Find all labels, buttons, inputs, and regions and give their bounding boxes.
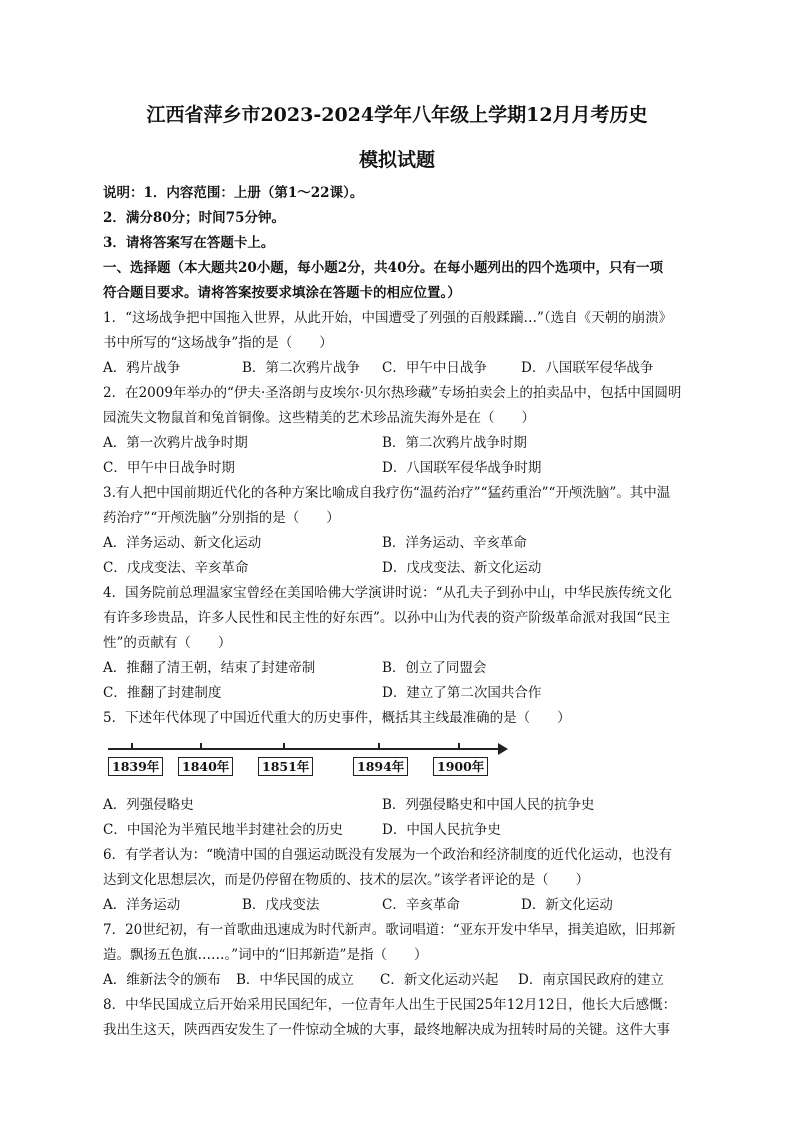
q4-option-a: A．推翻了清王朝，结束了封建帝制 (103, 660, 316, 676)
q5-option-d: D．中国人民抗争史 (382, 822, 501, 838)
q2-option-d: D．八国联军侵华战争时期 (382, 460, 542, 476)
q1-option-d: D．八国联军侵华战争 (521, 360, 654, 376)
q6-option-c: C．辛亥革命 (382, 897, 460, 913)
timeline-year-1900: 1900年 (433, 757, 488, 776)
q8-stem: 8．中华民国成立后开始采用民国纪年，一位青年人出生于民国25年12月12日，他长大后感慨： (103, 997, 677, 1013)
timeline-year-1894: 1894年 (353, 757, 408, 776)
q7-option-c: C．新文化运动兴起 (380, 972, 499, 988)
q2-option-b: B．第二次鸦片战争时期 (382, 435, 527, 451)
q1-option-c: C．甲午中日战争 (382, 360, 487, 376)
q7-stem-cont: 造。飘扬五色旗……。”词中的“旧邦新造”是指（ ） (103, 947, 428, 963)
q6-option-a: A．洋务运动 (103, 897, 181, 913)
timeline-year-1851: 1851年 (258, 757, 313, 776)
q3-option-c: C．戊戌变法、辛亥革命 (103, 560, 249, 576)
q1-stem: 1．“这场战争把中国拖入世界，从此开始，中国遭受了列强的百般蹂躏…”（选自《天朝的崩溃》 (103, 310, 673, 326)
q6-stem-cont: 达到文化思想层次，而是仍停留在物质的、技术的层次。”该学者评论的是（ ） (103, 872, 590, 888)
timeline-year-1839: 1839年 (108, 757, 163, 776)
note-3: 3．请将答案写在答题卡上。 (103, 235, 275, 251)
q7-option-b: B．中华民国的成立 (236, 972, 354, 988)
q1-option-a: A．鸦片战争 (103, 360, 181, 376)
q2-option-a: A．第一次鸦片战争时期 (103, 435, 248, 451)
q4-stem-cont: 有许多珍贵品，许多人民性和民主性的好东西”。以孙中山为代表的资产阶级革命派对我国“民主 (103, 610, 671, 626)
section-heading: 一、选择题（本大题共20小题，每小题2分，共40分。在每小题列出的四个选项中，只有一项 (103, 260, 663, 276)
q4-option-b: B．创立了同盟会 (382, 660, 487, 676)
timeline-axis (108, 748, 500, 750)
q8-stem-cont: 我出生这天，陕西西安发生了一件惊动全城的大事，最终地解决成为扭转时局的关键。这件大事 (103, 1022, 670, 1038)
q7-option-a: A．维新法令的颁布 (103, 972, 221, 988)
q7-option-d: D．南京国民政府的建立 (518, 972, 664, 988)
q1-option-b: B．第二次鸦片战争 (242, 360, 360, 376)
q6-option-b: B．戊戌变法 (242, 897, 320, 913)
q2-option-c: C．甲午中日战争时期 (103, 460, 235, 476)
page-subtitle: 模拟试题 (358, 149, 435, 171)
timeline-tick (200, 743, 202, 750)
q4-stem: 4．国务院前总理温家宝曾经在美国哈佛大学演讲时说：“从孔夫子到孙中山，中华民族传统文化 (103, 585, 672, 601)
timeline-figure (108, 735, 508, 780)
timeline-tick (458, 743, 460, 750)
q5-option-a: A．列强侵略史 (103, 797, 194, 813)
q2-stem-cont: 园流失文物鼠首和兔首铜像。这些精美的艺术珍品流失海外是在（ ） (103, 410, 535, 426)
q5-stem: 5．下述年代体现了中国近代重大的历史事件，概括其主线最准确的是（ ） (103, 710, 571, 726)
note-1: 说明：1．内容范围：上册（第1～22课）。 (103, 185, 364, 201)
q4-option-d: D．建立了第二次国共合作 (382, 685, 542, 701)
section-heading-cont: 符合题目要求。请将答案按要求填涂在答题卡的相应位置。） (103, 285, 461, 301)
q3-stem: 3.有人把中国前期近代化的各种方案比喻成自我疗伤“温药治疗”“猛药重治”“开颅洗脑”。其中温 (103, 485, 671, 501)
timeline-year-1840: 1840年 (178, 757, 233, 776)
q5-option-c: C．中国沦为半殖民地半封建社会的历史 (103, 822, 343, 838)
q3-option-d: D．戊戌变法、新文化运动 (382, 560, 542, 576)
q3-stem-cont: 药治疗”“开颅洗脑”分别指的是（ ） (103, 510, 340, 526)
q7-stem: 7．20世纪初，有一首歌曲迅速成为时代新声。歌词唱道：“亚东开发中华早，揖美追欧，旧邦新 (103, 922, 676, 938)
timeline-arrow (498, 743, 508, 755)
q1-stem-cont: 书中所写的“这场战争”指的是（ ） (103, 335, 333, 351)
q4-stem-cont2: 性”的贡献有（ ） (103, 635, 232, 651)
q5-option-b: B．列强侵略史和中国人民的抗争史 (382, 797, 595, 813)
q3-option-a: A．洋务运动、新文化运动 (103, 535, 262, 551)
timeline-tick (131, 743, 133, 750)
note-2: 2．满分80分；时间75分钟。 (103, 210, 285, 226)
page-title: 江西省萍乡市2023-2024学年八年级上学期12月月考历史 (146, 104, 648, 126)
q4-option-c: C．推翻了封建制度 (103, 685, 222, 701)
q6-option-d: D．新文化运动 (521, 897, 613, 913)
q3-option-b: B．洋务运动、辛亥革命 (382, 535, 527, 551)
timeline-tick (283, 743, 285, 750)
timeline-tick (378, 743, 380, 750)
q6-stem: 6．有学者认为：“晚清中国的自强运动既没有发展为一个政治和经济制度的近代化运动，也没有 (103, 847, 672, 863)
q2-stem: 2．在2009年举办的“伊夫·圣洛朗与皮埃尔·贝尔热珍藏”专场拍卖会上的拍卖品中，包括中国圆明 (103, 385, 682, 401)
